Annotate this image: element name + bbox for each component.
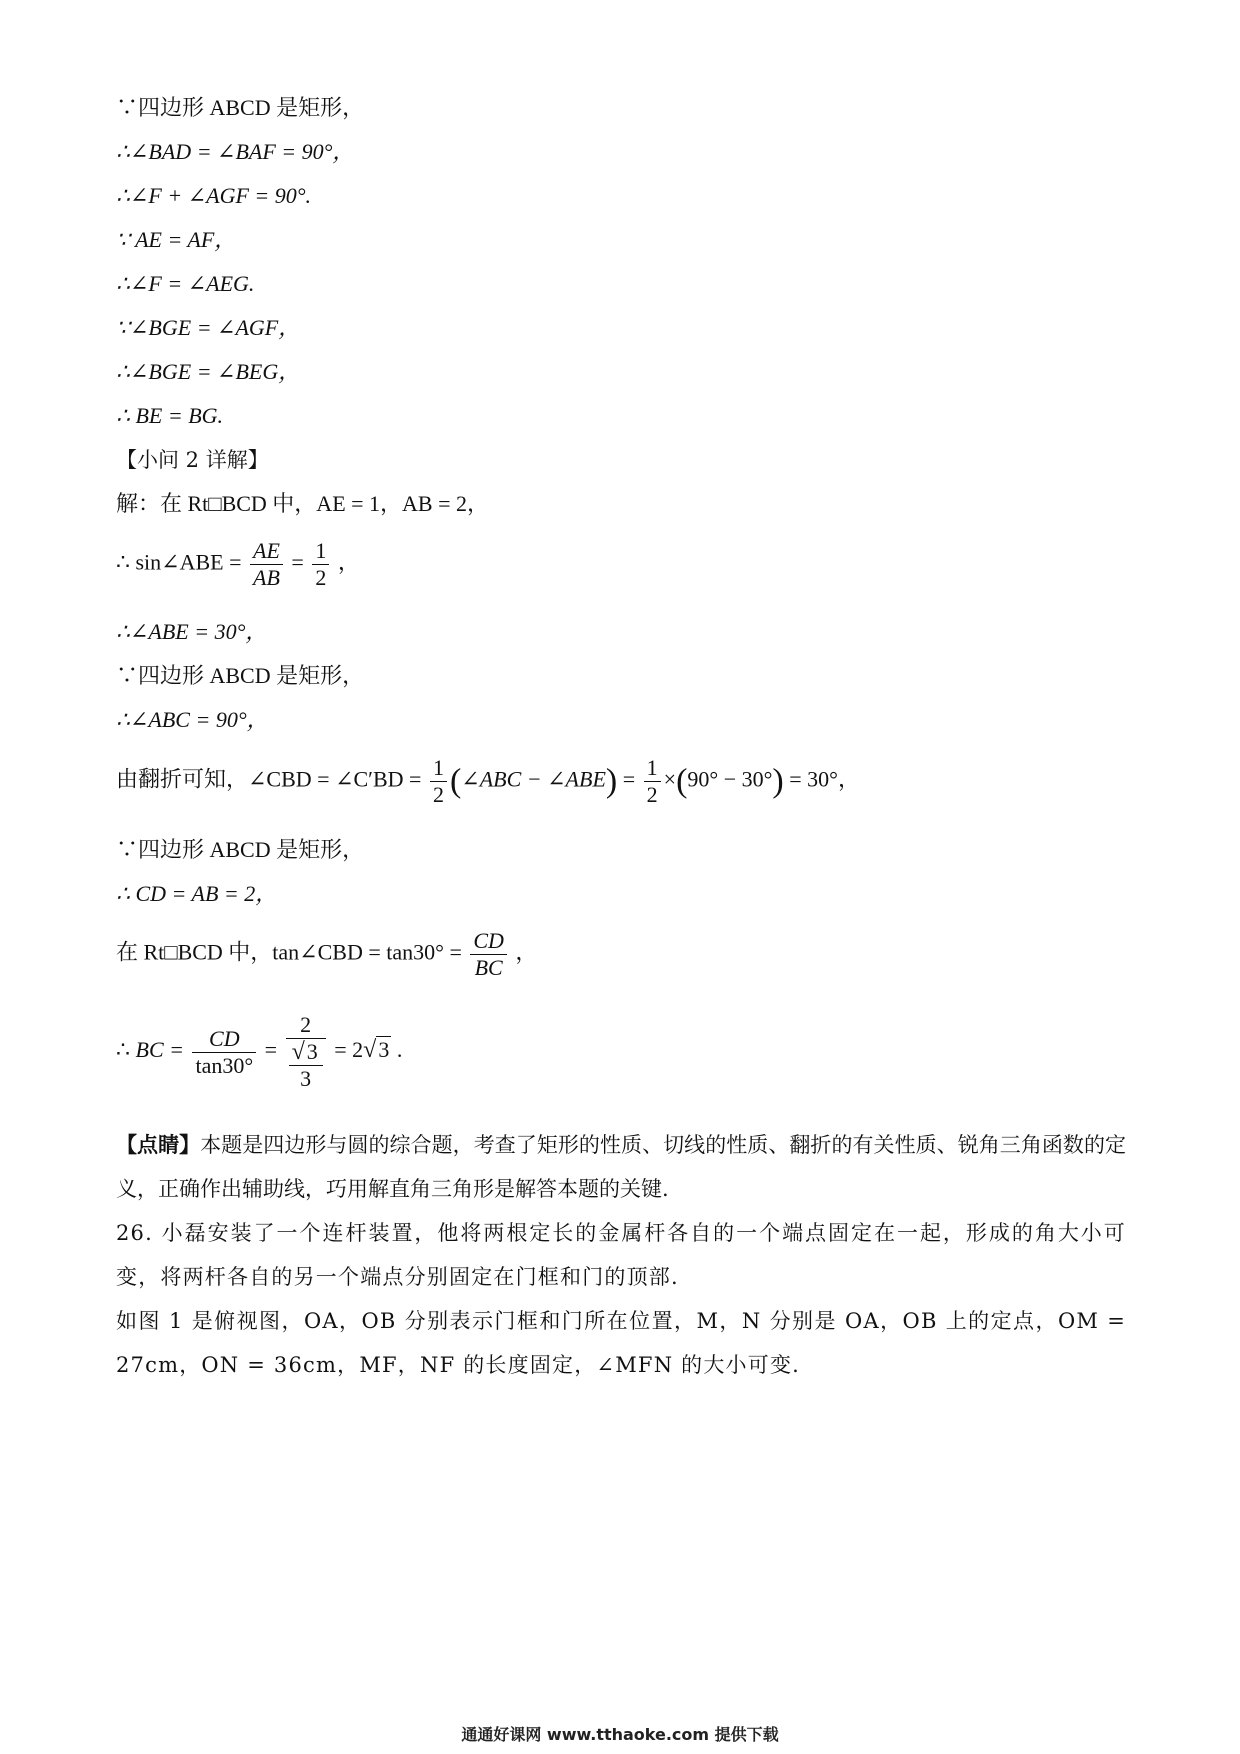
fraction-numerator: 2 <box>286 1012 326 1039</box>
sin-lhs: ∴ sin∠ABE = <box>116 549 242 575</box>
angle-difference: ∠ABC − ∠ABE <box>461 766 606 792</box>
tan-equation <box>116 928 537 981</box>
fraction-one-half <box>644 755 661 808</box>
fraction-numerator: AE <box>250 538 283 565</box>
footer-watermark: 通通好课网 www.tthaoke.com 提供下载 <box>461 1725 779 1744</box>
sin-equation <box>116 538 360 591</box>
proof-line-6: ∵∠BGE = ∠AGF， <box>116 315 301 340</box>
inner-numerator <box>289 1039 323 1066</box>
fraction-numerator: 1 <box>430 755 447 782</box>
result-equals: = 2 <box>334 1037 364 1063</box>
inner-denominator: 3 <box>300 1066 312 1091</box>
fraction-cd-bc <box>470 928 507 981</box>
paren-open: ( <box>449 762 462 800</box>
fraction-cd-tan30 <box>192 1026 256 1079</box>
fraction-two-over-sqrt3-over-3 <box>286 1012 326 1092</box>
equals-sign: = <box>291 549 304 575</box>
sub-question-2-heading: 【小问 2 详解】 <box>116 448 269 472</box>
proof-line-12: ∴∠ABE = 30°， <box>116 619 268 644</box>
proof-line-2: ∴∠BAD = ∠BAF = 90°， <box>116 139 355 164</box>
fraction-denominator: 2 <box>432 782 444 807</box>
proof-line-1: ∵四边形 ABCD 是矩形， <box>116 95 365 120</box>
proof-line-10: 解：在 Rt□BCD 中，AE = 1，AB = 2， <box>116 491 490 516</box>
degree-difference: 90° − 30° <box>687 766 773 792</box>
proof-line-5: ∴∠F = ∠AEG. <box>116 271 255 296</box>
comment-paragraph <box>116 1123 1126 1211</box>
sqrt-symbol: √3 <box>363 1037 390 1064</box>
inner-fraction <box>289 1039 323 1092</box>
paren-open: ( <box>676 762 688 800</box>
fraction-denominator: AB <box>253 565 280 590</box>
equals-sign: = <box>264 1037 278 1063</box>
fraction-numerator: CD <box>470 928 507 955</box>
fraction-ae-ab <box>250 538 283 591</box>
fraction-denominator: BC <box>474 955 503 980</box>
fold-equation <box>116 755 860 808</box>
paren-close: ) <box>605 762 618 800</box>
fraction-one-half <box>312 538 329 591</box>
proof-line-7: ∴∠BGE = ∠BEG， <box>116 359 301 384</box>
proof-line-13: ∵四边形 ABCD 是矩形， <box>116 663 365 688</box>
proof-line-16: ∵四边形 ABCD 是矩形， <box>116 837 365 862</box>
comma: ， <box>337 549 360 575</box>
proof-line-17: ∴ CD = AB = 2， <box>116 881 278 906</box>
fold-lhs: 由翻折可知，∠CBD = ∠C′BD = <box>116 766 422 792</box>
fold-result: = 30°， <box>789 766 860 792</box>
tan-lhs: 在 Rt□BCD 中，tan∠CBD = tan30° = <box>116 939 462 965</box>
paren-close: ) <box>772 762 784 800</box>
proof-line-14: ∴∠ABC = 90°， <box>116 707 269 732</box>
fraction-numerator: 1 <box>644 755 661 782</box>
fraction-denominator: 2 <box>315 565 327 590</box>
comment-text: 本题是四边形与圆的综合题，考查了矩形的性质、切线的性质、翻折的有关性质、锐角三角函数的定义，正确作出辅助线，巧用解直角三角形是解答本题的关键. <box>116 1133 1126 1201</box>
fraction-denominator: 2 <box>646 782 658 807</box>
fraction-numerator: CD <box>192 1026 256 1053</box>
question-26-figure-paragraph: 如图 1 是俯视图，OA，OB 分别表示门框和门所在位置，M，N 分别是 OA，OB 上的定点，OM = 27cm，ON = 36cm，MF，NF 的长度固定，∠MFN 的大小可变. <box>116 1309 1126 1377</box>
comment-label: 【点睛】 <box>116 1132 201 1157</box>
bc-equation <box>116 1012 402 1092</box>
proof-line-3: ∴∠F + ∠AGF = 90°. <box>116 183 312 208</box>
equals-sign: = <box>622 766 636 792</box>
fraction-one-half <box>430 755 447 808</box>
fraction-denominator: tan30° <box>195 1052 254 1078</box>
fraction-denominator <box>286 1039 326 1092</box>
proof-line-4: ∵ AE = AF， <box>116 227 237 252</box>
times-sign: × <box>663 766 677 792</box>
period: . <box>396 1037 403 1063</box>
comma: ， <box>515 939 538 965</box>
proof-line-8: ∴ BE = BG. <box>116 403 224 428</box>
question-26-paragraph: 26. 小磊安装了一个连杆装置，他将两根定长的金属杆各自的一个端点固定在一起，形成的角大小可变，将两杆各自的另一个端点分别固定在门框和门的顶部. <box>116 1221 1126 1289</box>
bc-lhs: BC = <box>135 1037 184 1063</box>
therefore-symbol: ∴ <box>116 1037 130 1063</box>
sqrt-symbol: √3 <box>291 1039 318 1065</box>
fraction-numerator: 1 <box>312 538 329 565</box>
